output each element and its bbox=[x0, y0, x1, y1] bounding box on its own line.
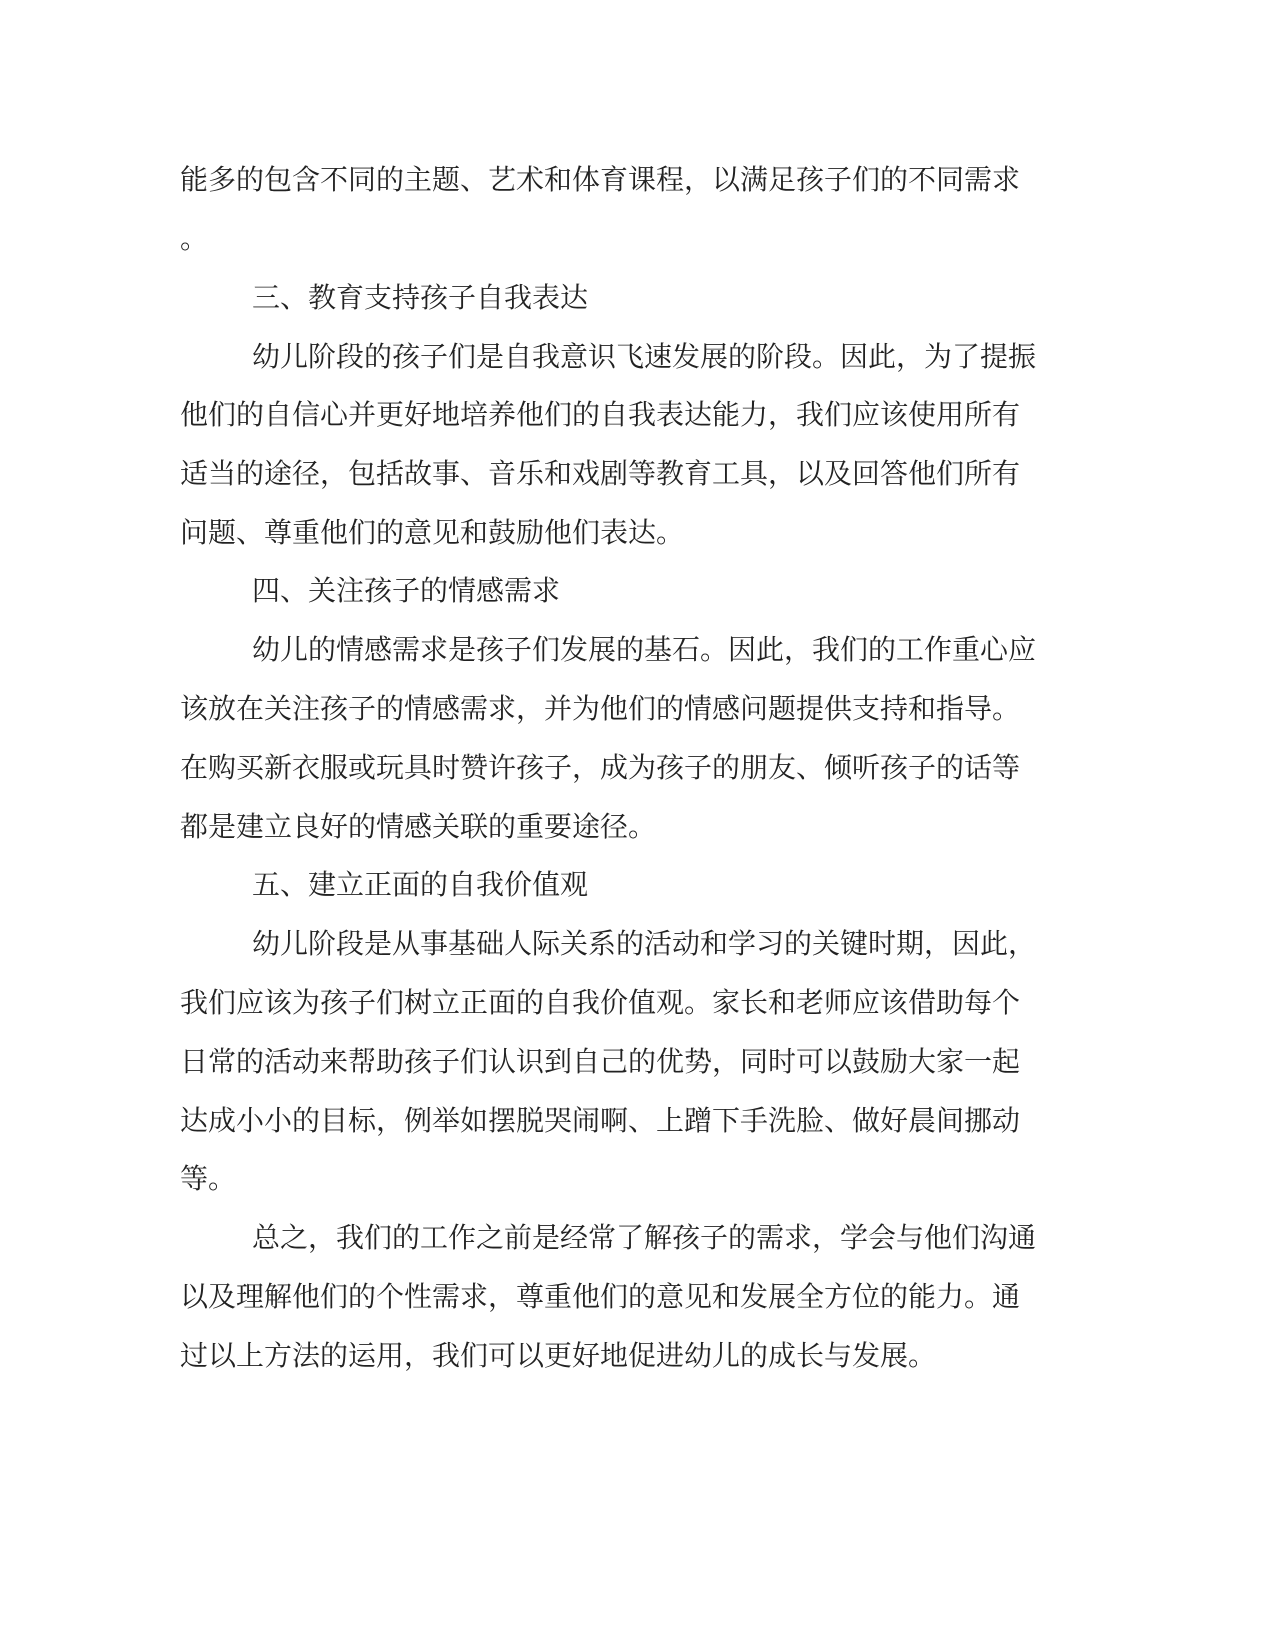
text-line: 过以上方法的运用，我们可以更好地促进幼儿的成长与发展。 bbox=[180, 1339, 937, 1372]
text-line: 他们的自信心并更好地培养他们的自我表达能力，我们应该使用所有 bbox=[180, 398, 1021, 431]
text-line: 达成小小的目标，例举如摆脱哭闹啊、上蹭下手洗脸、做好晨间挪动 bbox=[180, 1104, 1021, 1137]
text-line: 在购买新衣服或玩具时赞许孩子，成为孩子的朋友、倾听孩子的话等 bbox=[180, 751, 1021, 784]
text-line: 我们应该为孩子们树立正面的自我价值观。家长和老师应该借助每个 bbox=[180, 986, 1021, 1019]
text-line: 幼儿阶段的孩子们是自我意识飞速发展的阶段。因此，为了提振 bbox=[252, 340, 1037, 373]
text-line: 问题、尊重他们的意见和鼓励他们表达。 bbox=[180, 516, 685, 549]
text-line: 以及理解他们的个性需求，尊重他们的意见和发展全方位的能力。通 bbox=[180, 1280, 1021, 1313]
section-heading: 三、教育支持孩子自我表达 bbox=[252, 281, 589, 314]
text-line: 能多的包含不同的主题、艺术和体育课程，以满足孩子们的不同需求 bbox=[180, 163, 1021, 196]
text-line: 幼儿阶段是从事基础人际关系的活动和学习的关键时期，因此， bbox=[252, 927, 1037, 960]
text-line: 日常的活动来帮助孩子们认识到自己的优势，同时可以鼓励大家一起 bbox=[180, 1045, 1021, 1078]
text-line: 等。 bbox=[180, 1162, 237, 1195]
section-heading: 四、关注孩子的情感需求 bbox=[252, 574, 561, 607]
section-heading: 五、建立正面的自我价值观 bbox=[252, 868, 589, 901]
text-line: 该放在关注孩子的情感需求，并为他们的情感问题提供支持和指导。 bbox=[180, 692, 1021, 725]
text-line: 都是建立良好的情感关联的重要途径。 bbox=[180, 810, 657, 843]
text-line: 总之，我们的工作之前是经常了解孩子的需求，学会与他们沟通 bbox=[252, 1221, 1037, 1254]
text-line: 适当的途径，包括故事、音乐和戏剧等教育工具，以及回答他们所有 bbox=[180, 457, 1021, 490]
text-line: 幼儿的情感需求是孩子们发展的基石。因此，我们的工作重心应 bbox=[252, 633, 1037, 666]
text-line: 。 bbox=[180, 222, 209, 255]
